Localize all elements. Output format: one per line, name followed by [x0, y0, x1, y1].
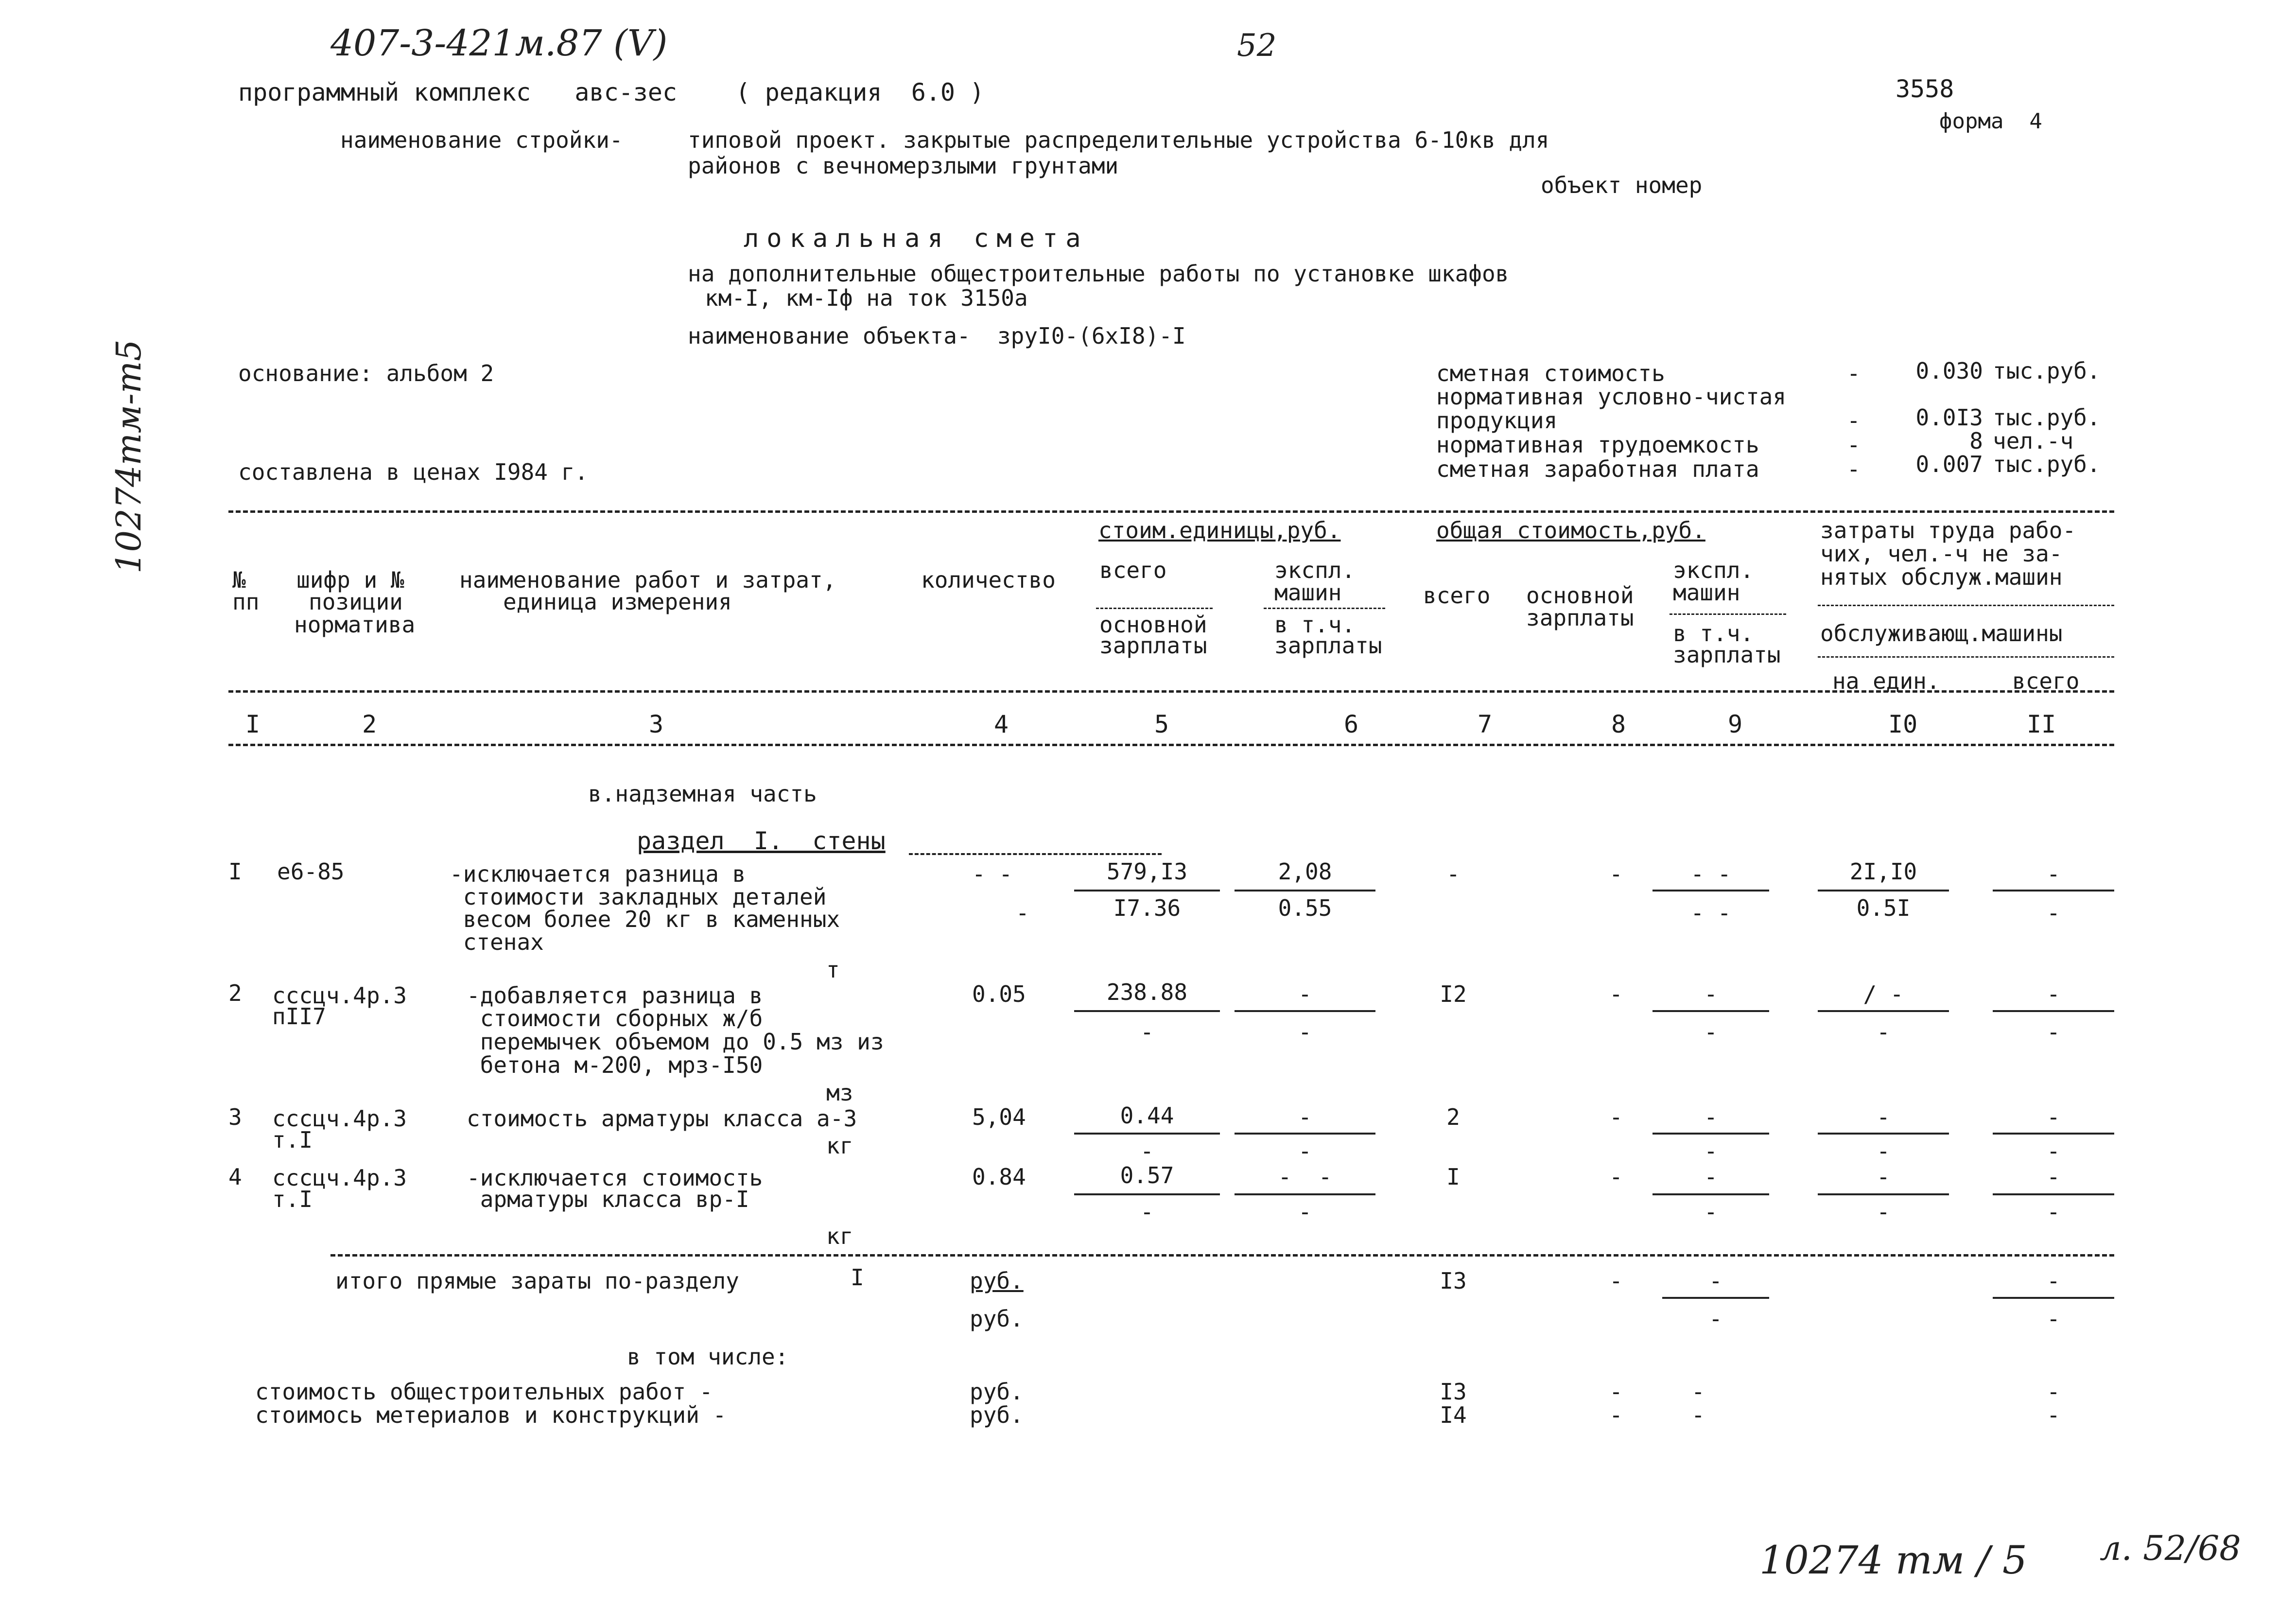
column-number: 5 — [1154, 710, 1169, 738]
construction-label: наименование стройки- — [340, 127, 623, 153]
row-total-machines: - - — [1690, 861, 1731, 887]
row-desc-line: весом более 20 кг в каменных — [450, 906, 840, 932]
row-desc-line: перемычек объемом до 0.5 мз из — [467, 1029, 884, 1055]
col-header-9: экспл. — [1673, 557, 1754, 583]
labor-group-header: нятых обслуж.машин — [1820, 564, 2063, 590]
section-rule — [909, 853, 1162, 855]
service-divider — [1818, 656, 2114, 658]
row-unit-machine-wage: 0.55 — [1278, 895, 1332, 921]
summary-unit: тыс.руб. — [1993, 451, 2101, 477]
handwritten-project-ref: 407-3-421м.87 (V) — [330, 22, 668, 64]
row-desc-line: стоимость арматуры класса а-3 — [467, 1105, 857, 1132]
row-code: сссцч.4р.3 — [272, 1105, 407, 1132]
breakdown-wage: - — [1609, 1402, 1623, 1428]
row-unit-machine-wage: - — [1298, 1138, 1312, 1164]
row-quantity: - — [1016, 900, 1029, 926]
breakdown-labor: - — [2047, 1402, 2060, 1428]
row-total-machines: - — [1704, 1104, 1718, 1130]
row-code: т.I — [272, 1127, 313, 1153]
row-total-wage: - — [1609, 861, 1623, 887]
row-desc-line: стоимости закладных деталей — [450, 884, 827, 910]
col6-divider — [1264, 608, 1385, 609]
row-total-machine-wage: - — [1704, 1138, 1718, 1164]
row-desc-line: -исключается разница в — [450, 861, 746, 887]
totals-unit: руб. — [970, 1306, 1024, 1332]
row-quantity: 0.84 — [972, 1164, 1026, 1190]
column-number: 9 — [1728, 710, 1743, 738]
summary-label: сметная заработная плата — [1436, 456, 1759, 482]
row-unit-wage: - — [1140, 1138, 1154, 1164]
fraction-rule — [1993, 1133, 2114, 1135]
summary-value: 0.007 — [1915, 451, 1983, 477]
row-total-machine-wage: - — [1704, 1019, 1718, 1045]
totals-total: I3 — [1440, 1268, 1467, 1294]
breakdown-machines: - — [1691, 1379, 1705, 1405]
fraction-rule — [1993, 890, 2114, 891]
subject-line2: км-I, км-Iф на ток 3150а — [705, 285, 1028, 311]
fraction-rule — [1235, 1010, 1375, 1012]
program-line: программный комплекс авс-зес ( редакция 6.0 ) — [238, 78, 985, 106]
labor-group-header: чих, чел.-ч не за- — [1820, 541, 2063, 567]
fraction-rule — [1074, 1010, 1220, 1012]
col-header-service-machines: обслуживающ.машины — [1820, 620, 2063, 647]
row-unit-total: 0.44 — [1120, 1102, 1174, 1129]
fraction-rule — [1993, 1193, 2114, 1195]
summary-unit: тыс.руб. — [1993, 404, 2101, 431]
row-desc-line: стенах — [450, 929, 544, 955]
row-labor-total: - — [2047, 981, 2060, 1007]
column-number: II — [2027, 710, 2056, 738]
summary-dash: - — [1847, 360, 1861, 386]
summary-unit: тыс.руб. — [1993, 358, 2101, 384]
col-header-4: количество — [921, 567, 1056, 593]
header-bottom-rule — [228, 690, 2114, 693]
summary-unit: чел.-ч — [1993, 428, 2074, 454]
row-desc-line: -исключается стоимость — [467, 1165, 763, 1191]
column-number: 6 — [1344, 710, 1359, 738]
row-labor-unit: / - — [1863, 981, 1904, 1007]
col-header-3: наименование работ и затрат, — [459, 567, 836, 593]
totals-machines: - — [1709, 1268, 1722, 1294]
column-number: 4 — [994, 710, 1009, 738]
row-total: I2 — [1440, 981, 1467, 1007]
object-name: наименование объекта- зруI0-(6хI8)-I — [688, 323, 1186, 349]
row-number: 3 — [228, 1104, 242, 1130]
col-header-5: зарплаты — [1099, 632, 1207, 659]
row-quantity: 5,04 — [972, 1104, 1026, 1130]
col-header-1: пп — [232, 589, 260, 615]
fraction-rule — [1235, 1193, 1375, 1195]
row-quantity: 0.05 — [972, 981, 1026, 1007]
col-header-3: единица измерения — [503, 589, 732, 615]
construction-name-line1: типовой проект. закрытые распределительные устройства 6-10кв для — [688, 127, 1549, 153]
summary-value: 0.0I3 — [1915, 404, 1983, 431]
fraction-rule — [1074, 1193, 1220, 1195]
summary-value: 0.030 — [1915, 358, 1983, 384]
fraction-rule — [1235, 890, 1375, 891]
totals-labor-service: - — [2047, 1306, 2060, 1332]
col-header-2: позиции — [309, 589, 403, 615]
col5-divider — [1096, 608, 1213, 609]
breakdown-wage: - — [1609, 1379, 1623, 1405]
row-unit-wage: - — [1140, 1019, 1154, 1045]
row-labor-total: - — [2047, 1104, 2060, 1130]
totals-machine-wage: - — [1709, 1306, 1722, 1332]
section-heading: раздел I. стены — [637, 827, 886, 855]
row-desc-line: стоимости сборных ж/б — [467, 1005, 763, 1031]
breakdown-total: I3 — [1440, 1379, 1467, 1405]
fraction-rule — [1818, 890, 1949, 891]
col-header-9: зарплаты — [1673, 642, 1781, 668]
totals-unit: руб. — [970, 1268, 1024, 1294]
table-top-rule — [228, 510, 2114, 513]
totals-section-number: I — [851, 1264, 864, 1291]
col-header-2: норматива — [294, 612, 416, 638]
summary-dash: - — [1847, 407, 1861, 434]
part-heading: в.надземная часть — [588, 781, 817, 807]
fraction-rule — [1652, 1193, 1769, 1195]
fraction-rule — [1652, 1010, 1769, 1012]
basis-label: основание: альбом 2 — [238, 360, 494, 386]
breakdown-label: стоимось метериалов и конструкций - — [255, 1402, 727, 1428]
breakdown-labor: - — [2047, 1379, 2060, 1405]
row-labor-service-total: - — [2047, 1019, 2060, 1045]
price-base-label: составлена в ценах I984 г. — [238, 459, 589, 485]
row-number: 4 — [228, 1164, 242, 1190]
summary-value: 8 — [1969, 428, 1983, 454]
row-unit-machines: 2,08 — [1278, 858, 1332, 885]
row-code: пII7 — [272, 1003, 326, 1030]
column-number-rule — [228, 744, 2114, 746]
fraction-rule — [1235, 1133, 1375, 1135]
breakdown-total: I4 — [1440, 1402, 1467, 1428]
fraction-rule — [1818, 1010, 1949, 1012]
row-desc-line: -добавляется разница в — [467, 982, 763, 1009]
row-unit: мз — [826, 1080, 853, 1106]
breakdown-unit: руб. — [970, 1402, 1024, 1428]
total-cost-group-header: общая стоимость,руб. — [1436, 517, 1705, 543]
row-labor-unit: 2I,I0 — [1849, 858, 1917, 885]
doc-number: 3558 — [1896, 75, 1954, 103]
row-total: 2 — [1446, 1104, 1460, 1130]
labor-divider — [1818, 605, 2114, 606]
row-total: - — [1446, 861, 1460, 887]
col-header-6: зарплаты — [1274, 632, 1382, 659]
row-unit-machine-wage: - — [1298, 1019, 1312, 1045]
col-header-10: на един. — [1832, 668, 1940, 694]
row-labor-service-unit: - — [1877, 1019, 1890, 1045]
row-labor-service-unit: 0.5I — [1856, 895, 1911, 921]
summary-label: продукция — [1436, 407, 1558, 434]
row-unit: т — [826, 957, 840, 983]
column-number: 3 — [649, 710, 664, 738]
row-labor-service-unit: - — [1877, 1199, 1890, 1225]
col-header-1: № — [232, 567, 246, 593]
row-total: I — [1446, 1164, 1460, 1190]
row-number: I — [228, 858, 242, 885]
summary-label: нормативная условно-чистая — [1436, 384, 1787, 410]
col-header-5: всего — [1099, 557, 1167, 583]
col-header-8: зарплаты — [1526, 605, 1634, 631]
fraction-rule — [1074, 890, 1220, 891]
row-unit-wage: - — [1140, 1199, 1154, 1225]
row-labor-total: - — [2047, 1164, 2060, 1190]
row-total-wage: - — [1609, 1104, 1623, 1130]
row-unit-total: 238.88 — [1106, 979, 1188, 1005]
document-title: локальная смета — [744, 224, 1089, 253]
fraction-rule — [1818, 1193, 1949, 1195]
totals-rule — [330, 1254, 2114, 1257]
fraction-rule — [1993, 1010, 2114, 1012]
col-header-6: в т.ч. — [1274, 612, 1356, 638]
subject-line1: на дополнительные общестроительные работы по установке шкафов — [688, 261, 1509, 287]
row-unit-total: 0.57 — [1120, 1162, 1174, 1189]
col-header-2: шифр и № — [296, 567, 404, 593]
breakdown-unit: руб. — [970, 1379, 1024, 1405]
handwritten-bottom-ref: 10274 тм / 5 — [1759, 1538, 2027, 1583]
summary-dash: - — [1847, 456, 1861, 482]
fraction-rule — [1652, 890, 1769, 891]
row-desc-line: бетона м-200, мрз-I50 — [467, 1052, 763, 1078]
col-header-5: основной — [1099, 612, 1207, 638]
row-total-wage: - — [1609, 1164, 1623, 1190]
column-number: 7 — [1478, 710, 1493, 738]
row-code: т.I — [272, 1186, 313, 1212]
column-number: I — [245, 710, 261, 738]
summary-label: нормативная трудоемкость — [1436, 432, 1759, 458]
row-labor-unit: - — [1877, 1164, 1890, 1190]
row-total-machines: - — [1704, 981, 1718, 1007]
row-unit-total: 579,I3 — [1106, 858, 1188, 885]
row-desc-line: арматуры класса вр-I — [467, 1186, 749, 1212]
row-labor-service-total: - — [2047, 1199, 2060, 1225]
fraction-rule — [1818, 1133, 1949, 1135]
row-labor-total: - — [2047, 861, 2060, 887]
totals-labor: - — [2047, 1268, 2060, 1294]
row-unit-machines: - - — [1278, 1164, 1332, 1190]
row-total-machine-wage: - — [1704, 1199, 1718, 1225]
row-labor-service-unit: - — [1877, 1138, 1890, 1164]
row-code: сссцч.4р.3 — [272, 982, 407, 1009]
breakdown-label: стоимость общестроительных работ - — [255, 1379, 713, 1405]
summary-dash: - — [1847, 432, 1861, 458]
including-label: в том числе: — [627, 1344, 789, 1370]
handwritten-margin-note: 10274тм-т5 — [109, 339, 149, 574]
row-unit: кг — [826, 1223, 853, 1249]
handwritten-sheet-number: л. 52/68 — [2100, 1528, 2241, 1568]
form-number: форма 4 — [1939, 109, 2042, 134]
column-number: 2 — [362, 710, 377, 738]
col9-divider — [1670, 613, 1786, 615]
col-header-6: машин — [1274, 579, 1342, 606]
row-number: 2 — [228, 980, 242, 1006]
col-header-9: машин — [1673, 579, 1740, 606]
summary-label: сметная стоимость — [1436, 360, 1665, 386]
totals-label: итого прямые зараты по-разделу — [335, 1268, 739, 1294]
col-header-6: экспл. — [1274, 557, 1356, 583]
row-labor-service-total: - — [2047, 1138, 2060, 1164]
row-unit-machines: - — [1298, 1104, 1312, 1130]
column-number: I0 — [1888, 710, 1918, 738]
row-unit-wage: I7.36 — [1113, 895, 1181, 921]
unit-cost-group-header: стоим.единицы,руб. — [1098, 517, 1341, 543]
row-unit-machines: - — [1298, 981, 1312, 1007]
breakdown-machines: - — [1691, 1402, 1705, 1428]
labor-group-header: затраты труда рабо- — [1820, 517, 2076, 543]
column-number: 8 — [1611, 710, 1626, 738]
row-total-machine-wage: - - — [1690, 900, 1731, 926]
object-number-label: объект номер — [1541, 172, 1703, 198]
row-unit-machine-wage: - — [1298, 1199, 1312, 1225]
row-total-wage: - — [1609, 981, 1623, 1007]
col-header-7: всего — [1423, 582, 1491, 609]
fraction-rule — [1662, 1297, 1769, 1299]
fraction-rule — [1074, 1133, 1220, 1135]
row-total-machines: - — [1704, 1164, 1718, 1190]
row-unit: кг — [826, 1133, 853, 1159]
row-quantity: - - — [972, 861, 1013, 887]
col-header-11: всего — [2012, 668, 2080, 694]
totals-wage: - — [1609, 1268, 1623, 1294]
col-header-8: основной — [1526, 582, 1634, 609]
row-labor-service-total: - — [2047, 900, 2060, 926]
row-code: е6-85 — [277, 858, 345, 885]
row-labor-unit: - — [1877, 1104, 1890, 1130]
fraction-rule — [1652, 1133, 1769, 1135]
fraction-rule — [1993, 1297, 2114, 1299]
construction-name-line2: районов с вечномерзлыми грунтами — [688, 153, 1119, 179]
col-header-9: в т.ч. — [1673, 620, 1754, 647]
row-code: сссцч.4р.3 — [272, 1165, 407, 1191]
handwritten-page-number: 52 — [1237, 28, 1277, 64]
